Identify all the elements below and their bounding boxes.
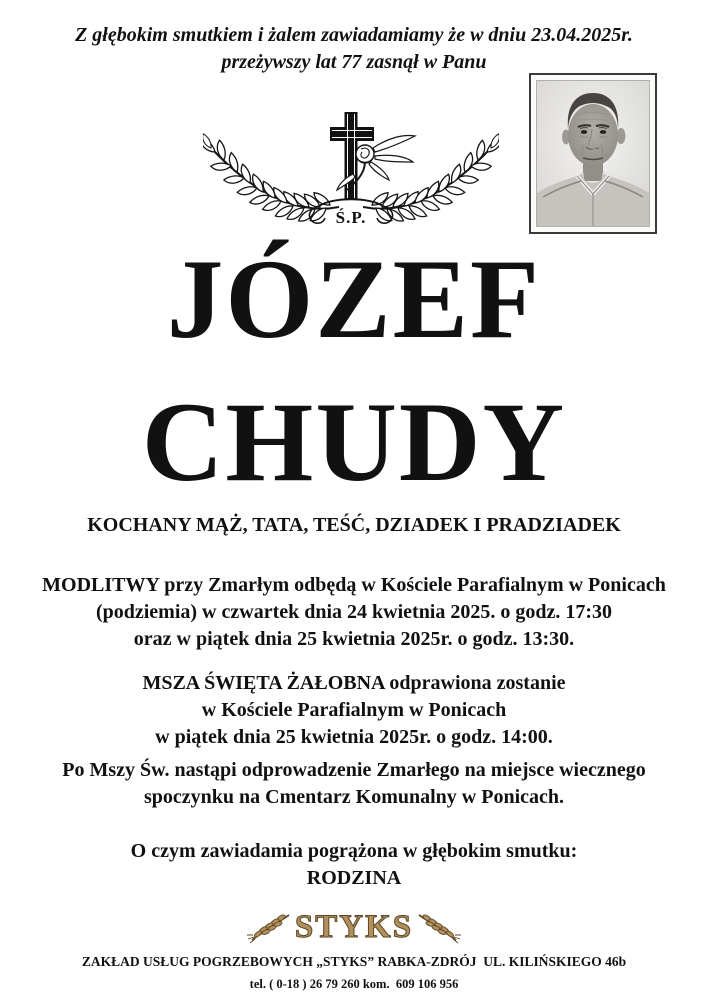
first-name: JÓZEF <box>166 237 542 362</box>
burial-line-2: spoczynku na Cmentarz Komunalny w Ponicach. <box>143 786 565 808</box>
portrait-image <box>537 81 649 226</box>
cross-wreath-emblem <box>203 104 499 246</box>
wheat-sprig-left-icon <box>247 909 291 945</box>
footer <box>0 950 708 996</box>
family-line-2: RODZINA <box>306 867 402 889</box>
mass-line-3: w piątek dnia 25 kwietnia 2025r. o godz. 14:00. <box>155 726 553 748</box>
styks-logo-text: STYKS <box>294 908 414 945</box>
wheat-sprig-right-icon <box>417 909 461 945</box>
portrait-photo <box>536 80 650 227</box>
burial-line-1: Po Mszy Św. nastąpi odprowadzenie Zmarłego na miejsce wiecznego <box>62 759 646 781</box>
deceased-name <box>0 228 708 514</box>
family-paragraph <box>0 838 708 892</box>
cross-laurel-icon <box>203 104 499 246</box>
prayers-line-1: MODLITWY przy Zmarłym odbędą w Kościele Parafialnym w Ponicach <box>42 574 666 596</box>
last-name: CHUDY <box>141 380 567 505</box>
intro-line-1: Z głębokim smutkiem i żalem zawiadamiamy że w dniu 23.04.2025r. <box>75 24 633 46</box>
footer-company-line: ZAKŁAD USŁUG POGRZEBOWYCH „STYKS” RABKA-ZDRÓJ UL. KILIŃSKIEGO 46b <box>81 954 627 969</box>
prayers-line-3: oraz w piątek dnia 25 kwietnia 2025r. o godz. 13:30. <box>133 628 575 650</box>
styks-logo <box>0 902 708 952</box>
prayers-line-2: (podziemia) w czwartek dnia 24 kwietnia 2025. o godz. 17:30 <box>95 601 613 623</box>
mass-paragraph <box>0 670 708 751</box>
intro-text <box>0 22 708 76</box>
family-line-1: O czym zawiadamia pogrążona w głębokim smutku: <box>130 840 578 862</box>
portrait-photo-frame <box>529 73 657 234</box>
mass-line-2: w Kościele Parafialnym w Ponicach <box>201 699 507 721</box>
intro-line-2: przeżywszy lat 77 zasnął w Panu <box>221 51 487 73</box>
sp-abbreviation: Ś.P. <box>335 208 367 227</box>
mass-line-1: MSZA ŚWIĘTA ŻAŁOBNA odprawiona zostanie <box>142 672 566 694</box>
burial-paragraph <box>0 757 708 811</box>
prayers-paragraph <box>0 572 708 653</box>
footer-phone-line: tel. ( 0-18 ) 26 79 260 kom. 609 106 956 <box>249 977 459 991</box>
relation-line: KOCHANY MĄŻ, TATA, TEŚĆ, DZIADEK I PRADZIADEK <box>87 514 621 536</box>
